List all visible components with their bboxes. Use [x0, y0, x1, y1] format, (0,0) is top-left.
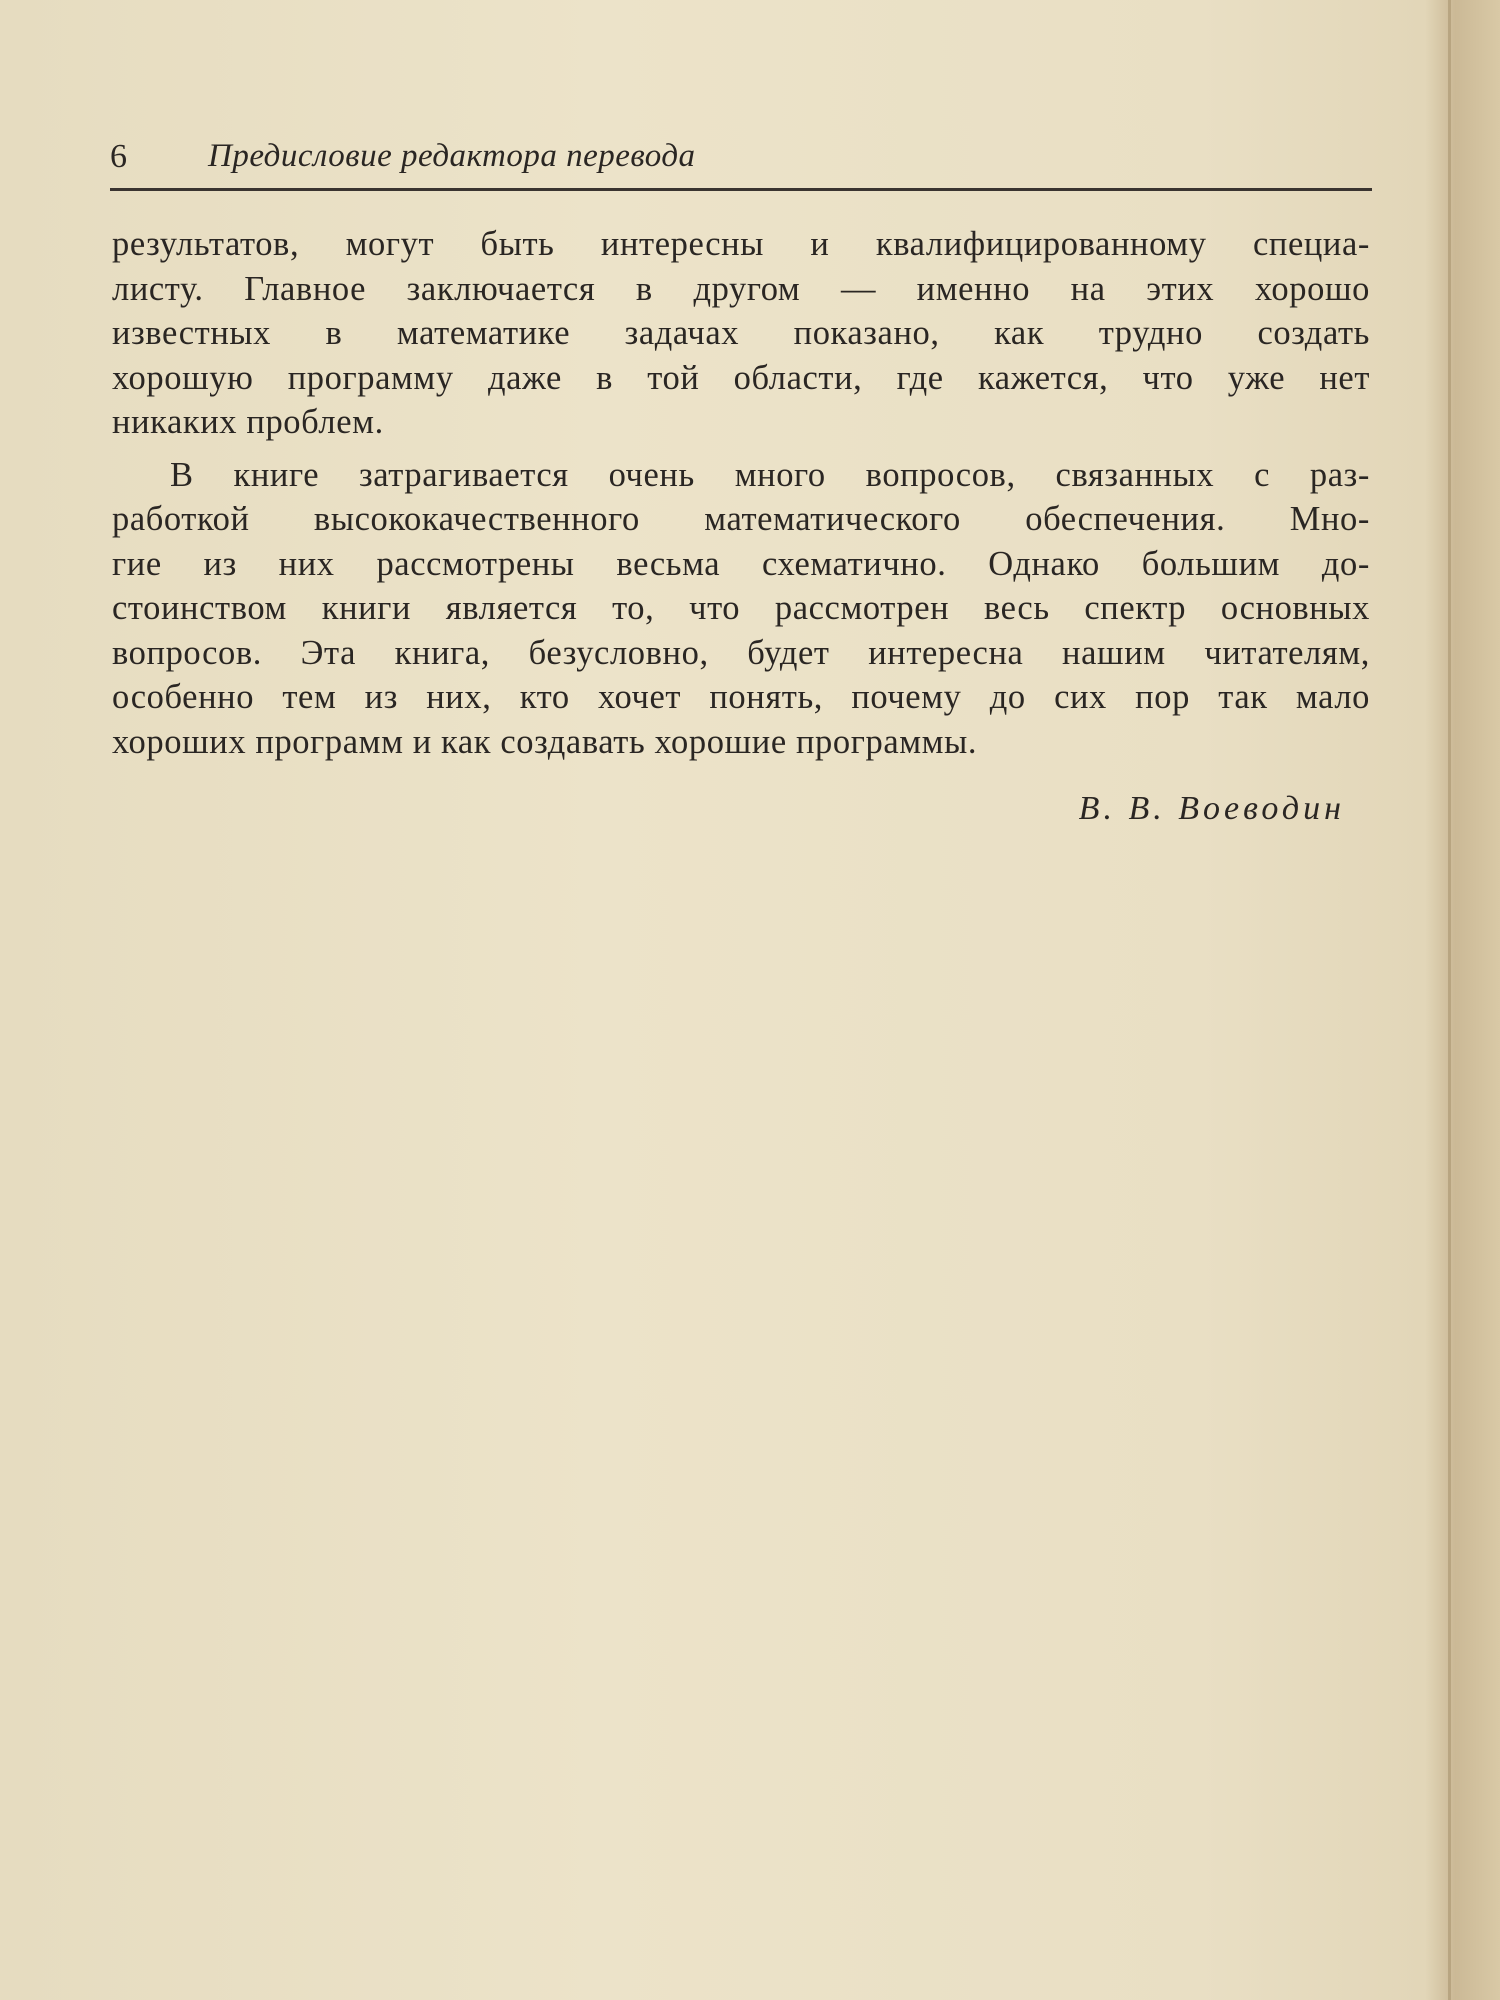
text-line: никаких проблем. — [112, 403, 384, 441]
text-line: листу. Главное заключается в другом — именно на этих хорошо — [112, 269, 1370, 308]
paragraph — [112, 222, 1370, 445]
text-line: гие из них рассмотрены весьма схематично. Однако большим до- — [112, 544, 1370, 583]
signature: В. В. Воеводин — [1078, 790, 1345, 827]
text-line: работкой высококачественного математического обеспечения. Мно- — [112, 500, 1370, 538]
running-title: Предисловие редактора перевода — [208, 138, 696, 174]
page-edge — [1448, 0, 1451, 2000]
text-line: хороших программ и как создавать хорошие программы. — [112, 722, 978, 761]
text-line: В книге затрагивается очень много вопросов, связанных с раз- — [170, 455, 1370, 494]
text-line: хорошую программу даже в той области, где кажется, что уже нет — [112, 358, 1370, 397]
text-line: результатов, могут быть интересны и квалифицированному специа- — [112, 225, 1370, 263]
text-line: стоинством книги является то, что рассмотрен весь спектр основных — [112, 589, 1370, 627]
text-line: особенно тем из них, кто хочет понять, почему до сих пор так мало — [112, 678, 1370, 716]
body-text — [112, 222, 1370, 764]
text-line: вопросов. Эта книга, безусловно, будет интересна нашим читателям, — [112, 633, 1370, 672]
paragraph — [112, 453, 1370, 765]
page-number: 6 — [110, 138, 127, 175]
text-line: известных в математике задачах показано, как трудно создать — [112, 314, 1370, 352]
header-rule — [110, 188, 1372, 191]
running-header — [110, 138, 1370, 188]
